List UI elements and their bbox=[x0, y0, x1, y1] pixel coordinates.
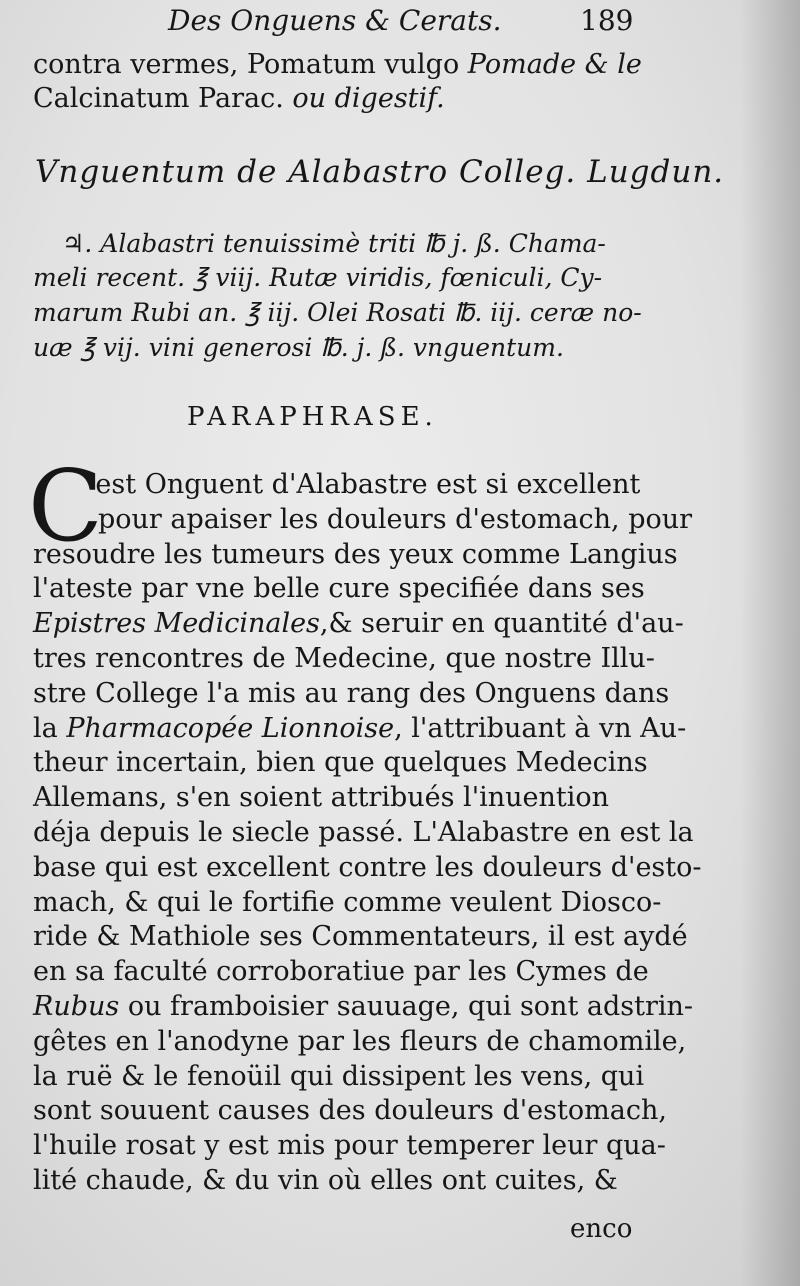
body-text-segment: theur incertain, bien que quelques Medecins bbox=[33, 747, 648, 779]
body-line bbox=[33, 572, 645, 606]
body-text-segment: sont souuent causes des douleurs d'estomach, bbox=[33, 1095, 667, 1127]
catchword: enco bbox=[570, 1214, 633, 1244]
body-text-segment: en sa faculté corroboratiue par les Cymes de bbox=[33, 956, 649, 988]
body-line bbox=[33, 781, 609, 815]
body-line bbox=[33, 851, 702, 885]
body-line bbox=[33, 816, 694, 850]
running-header: Des Onguens & Cerats. bbox=[168, 4, 502, 37]
body-line bbox=[33, 1164, 618, 1198]
body-text-segment: resoudre les tumeurs des yeux comme Langius bbox=[33, 538, 678, 570]
body-italic-text: Epistres Medicinales bbox=[33, 608, 320, 640]
body-italic-text: Rubus bbox=[33, 991, 120, 1022]
body-text-segment: la ruë & le fenoüil qui dissipent les vens, qui bbox=[33, 1060, 645, 1092]
recipe-line: ♃. Alabastri tenuissimè triti ℔ j. ß. Chama- bbox=[62, 229, 606, 258]
recipe-line: marum Rubi an. ℥ iij. Olei Rosati ℔. iij. ceræ no- bbox=[33, 298, 642, 327]
body-text-segment: la bbox=[33, 712, 67, 744]
body-text-segment: , l'attribuant à vn Au- bbox=[394, 712, 687, 744]
body-line bbox=[33, 990, 693, 1024]
body-line bbox=[98, 503, 692, 537]
paraphrase-title: PARAPHRASE. bbox=[187, 402, 438, 432]
body-text-segment: lité chaude, & du vin où elles ont cuites, & bbox=[33, 1165, 618, 1196]
body-line bbox=[33, 677, 669, 711]
body-text-segment: ou framboisier sauuage, qui sont adstrin- bbox=[119, 991, 694, 1022]
body-line bbox=[33, 712, 686, 746]
recipe-heading: Vnguentum de Alabastro Colleg. Lugdun. bbox=[35, 154, 725, 190]
body-line bbox=[33, 607, 684, 641]
body-text-segment: pour apaiser les douleurs d'estomach, pour bbox=[98, 503, 693, 535]
body-line bbox=[33, 642, 655, 676]
drop-cap: C bbox=[28, 450, 103, 564]
page-number: 189 bbox=[580, 4, 634, 37]
recipe-line: uæ ℥ vij. vini generosi ℔. j. ß. vnguentum. bbox=[33, 333, 564, 362]
body-line bbox=[33, 1094, 667, 1128]
body-text-segment: Allemans, s'en soient attribués l'inuention bbox=[33, 782, 610, 814]
body-line bbox=[33, 1060, 644, 1094]
intro-italic: Pomade & le bbox=[467, 49, 642, 80]
intro-text: contra vermes, Pomatum vulgo bbox=[33, 49, 468, 80]
body-text-segment: 'est Onguent d'Alabastre est si excellent bbox=[88, 469, 641, 500]
recipe-line: meli recent. ℥ viij. Rutæ viridis, fœniculi, Cy- bbox=[33, 263, 603, 292]
page-gutter-shadow bbox=[740, 0, 800, 1286]
body-line bbox=[33, 1129, 666, 1163]
body-line bbox=[88, 468, 640, 502]
body-line bbox=[33, 886, 661, 920]
body-text-segment: ride & Mathiole ses Commentateurs, il est aydé bbox=[33, 921, 688, 953]
body-line bbox=[33, 1025, 686, 1059]
body-text-segment: stre College l'a mis au rang des Onguens dans bbox=[33, 677, 670, 709]
body-line bbox=[33, 955, 649, 989]
body-text-segment: l'ateste par vne belle cure specifiée dans ses bbox=[33, 573, 645, 605]
body-text-segment: ,& seruir en quantité d'au- bbox=[319, 608, 684, 640]
intro-text: Calcinatum Parac. bbox=[33, 83, 293, 114]
body-line bbox=[33, 538, 678, 572]
intro-line-2 bbox=[33, 82, 445, 116]
body-text-segment: l'huile rosat y est mis pour temperer leur qua- bbox=[33, 1130, 666, 1162]
intro-italic: ou digestif. bbox=[292, 83, 445, 114]
body-text-segment: déja depuis le siecle passé. L'Alabastre en est la bbox=[33, 817, 694, 848]
body-text-segment: base qui est excellent contre les douleurs d'esto- bbox=[33, 851, 702, 883]
body-italic-text: Pharmacopée Lionnoise bbox=[66, 712, 395, 744]
intro-line-1 bbox=[33, 48, 642, 82]
body-line bbox=[33, 746, 648, 780]
body-line bbox=[33, 920, 688, 954]
body-text-segment: tres rencontres de Medecine, que nostre Illu- bbox=[33, 643, 655, 674]
body-text-segment: gêtes en l'anodyne par les fleurs de chamomile, bbox=[33, 1025, 687, 1057]
body-text-segment: mach, & qui le fortifie comme veulent Diosco- bbox=[33, 886, 662, 918]
